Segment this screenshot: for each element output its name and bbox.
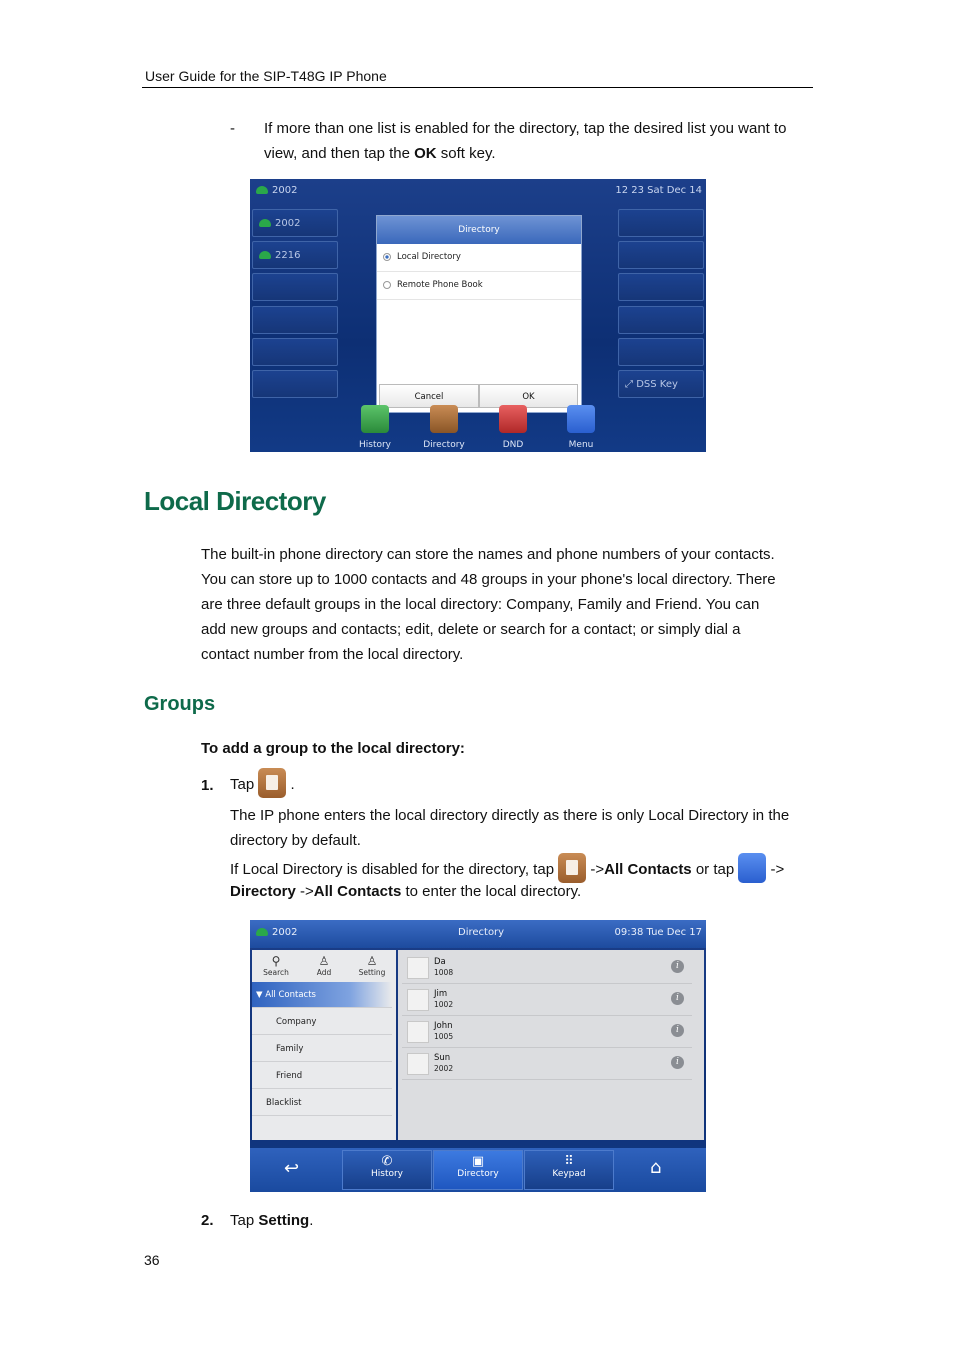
all-contacts-ref: All Contacts [604, 860, 692, 878]
alt-arrow-2: -> [770, 860, 785, 878]
step-1-description [230, 803, 820, 853]
avatar [407, 1053, 429, 1075]
contact-row[interactable] [402, 1048, 692, 1080]
intro-bullet-text [264, 116, 824, 166]
step-1-desc-line-1: The IP phone enters the local directory directly as there is only Local Directory in the [230, 807, 790, 824]
section-title: Local Directory [144, 486, 326, 516]
contact-number: 1008 [434, 968, 454, 977]
header-rule [142, 87, 813, 88]
group-all-contacts[interactable]: ▼ All Contacts [252, 982, 392, 1008]
titlebar-account [256, 927, 297, 938]
intro-line-2-pre: view, and then tap the [264, 145, 415, 162]
status-account [256, 185, 297, 196]
status-account-label: 2002 [272, 185, 298, 196]
tab-history[interactable] [342, 1150, 432, 1190]
dock-label-menu: Menu [568, 440, 594, 450]
subsection-title: Groups [144, 693, 216, 715]
contact-name: Sun [434, 1053, 451, 1063]
step-2-tap: Tap [230, 1212, 259, 1229]
dock-label-history: History [358, 440, 392, 450]
directory-icon: ▣ [471, 1154, 485, 1169]
step-2-number: 2. [201, 1212, 214, 1229]
line-key-6[interactable] [252, 370, 338, 398]
info-icon[interactable]: i [671, 1024, 684, 1037]
add-label: Add [316, 968, 332, 977]
info-icon[interactable]: i [671, 1056, 684, 1069]
dock-label-dnd: DND [502, 440, 524, 450]
search-icon: ⚲ [271, 954, 281, 968]
contact-row[interactable] [402, 952, 692, 984]
intro-line-2-post: soft key. [436, 145, 496, 162]
ok-softkey-ref: OK [414, 145, 437, 162]
option-local-directory-label: Local Directory [397, 252, 461, 262]
contact-number: 1002 [434, 1000, 454, 1009]
section-body [201, 542, 821, 667]
directory-ref: Directory [230, 883, 296, 900]
setting-icon: ♙ [366, 954, 378, 968]
body-line-2: You can store up to 1000 contacts and 48 groups in your phone's local directory. There [201, 571, 776, 588]
group-company[interactable]: Company [252, 1009, 392, 1035]
phone-icon [256, 186, 268, 194]
menu-icon [738, 853, 766, 883]
dock-label-directory: Directory [423, 440, 465, 450]
back-icon[interactable]: ↩ [284, 1158, 300, 1179]
step-1-tap: Tap [230, 775, 255, 793]
step-1-number: 1. [201, 777, 214, 794]
body-line-4: add new groups and contacts; edit, delete or search for a contact; or simply dial a [201, 621, 741, 638]
menu-icon[interactable] [567, 405, 595, 433]
step-2-period: . [309, 1212, 314, 1229]
contact-number: 1005 [434, 1032, 454, 1041]
history-icon: ✆ [381, 1154, 393, 1169]
step-1-alternative [230, 855, 820, 904]
task-heading: To add a group to the local directory: [201, 740, 465, 757]
option-local-directory[interactable] [377, 244, 581, 272]
history-icon[interactable] [361, 405, 389, 433]
contact-name: Jim [434, 989, 448, 999]
add-contact-icon: ♙ [318, 954, 330, 968]
bullet-dash: - [230, 120, 235, 137]
line-key-3[interactable] [252, 273, 338, 301]
option-remote-phone-book[interactable] [377, 272, 581, 300]
contact-name: John [434, 1021, 453, 1031]
contact-row[interactable] [402, 1016, 692, 1048]
add-tool[interactable] [302, 954, 346, 977]
avatar [407, 957, 429, 979]
dss-key-label: DSS Key [636, 379, 678, 390]
home-icon[interactable]: ⌂ [650, 1157, 662, 1178]
step-2-line [230, 1208, 313, 1233]
body-line-1: The built-in phone directory can store the names and phone numbers of your contacts. [201, 546, 775, 563]
phone-icon [256, 928, 268, 936]
setting-ref: Setting [258, 1212, 310, 1229]
line-key-9[interactable] [618, 273, 704, 301]
search-tool[interactable] [254, 954, 298, 977]
body-line-3: are three default groups in the local directory: Company, Family and Friend. You can [201, 596, 760, 613]
directory-dialog [376, 215, 582, 413]
tab-directory-label: Directory [457, 1169, 499, 1179]
setting-label: Setting [358, 968, 386, 977]
body-line-5: contact number from the local directory. [201, 646, 464, 663]
option-remote-phone-book-label: Remote Phone Book [397, 280, 483, 290]
bottom-tab-bar [250, 1148, 706, 1192]
dialog-title: Directory [377, 216, 581, 244]
line-key-2[interactable] [252, 241, 338, 269]
group-pane [252, 950, 396, 1140]
tab-directory[interactable] [433, 1150, 523, 1190]
group-friend[interactable]: Friend [252, 1063, 392, 1089]
contact-number: 2002 [434, 1064, 454, 1073]
line-key-11[interactable] [618, 338, 704, 366]
step-1-period: . [290, 775, 295, 793]
phone-screenshot-local-directory [250, 920, 706, 1192]
group-all-contacts-label: All Contacts [265, 990, 316, 1000]
setting-tool[interactable] [350, 954, 394, 977]
step-1-line [230, 770, 295, 800]
info-icon[interactable]: i [671, 992, 684, 1005]
phone-icon [259, 219, 271, 227]
cancel-button[interactable]: Cancel [379, 384, 479, 408]
tab-keypad[interactable] [524, 1150, 614, 1190]
directory-icon [258, 768, 286, 798]
group-blacklist[interactable]: Blacklist [252, 1090, 392, 1116]
line-key-5[interactable] [252, 338, 338, 366]
step-1-desc-line-2: directory by default. [230, 832, 361, 849]
line-key-10[interactable] [618, 306, 704, 334]
avatar [407, 1021, 429, 1043]
tab-keypad-label: Keypad [552, 1169, 586, 1179]
intro-line-2 [264, 141, 824, 166]
titlebar-account-label: 2002 [272, 927, 298, 938]
line-key-8[interactable] [618, 241, 704, 269]
radio-selected-icon [383, 253, 391, 261]
radio-icon [383, 281, 391, 289]
tab-history-label: History [370, 1169, 404, 1179]
contact-list [398, 950, 704, 1140]
expand-icon: ⤢ [625, 379, 637, 390]
search-label: Search [263, 968, 289, 977]
avatar [407, 989, 429, 1011]
dnd-icon[interactable] [499, 405, 527, 433]
line-key-7[interactable] [618, 209, 704, 237]
alt-arrow-3: -> [295, 883, 314, 900]
line-key-4[interactable] [252, 306, 338, 334]
line-key-2-label: 2216 [275, 250, 301, 261]
phone-screenshot-directory-dialog [250, 179, 706, 452]
status-datetime: 12 23 Sat Dec 14 [615, 185, 702, 196]
contact-name: Da [434, 957, 446, 967]
alt-text-a: If Local Directory is disabled for the directory, tap [230, 860, 555, 878]
titlebar-title: Directory [458, 927, 505, 938]
directory-icon[interactable] [430, 405, 458, 433]
phone-icon [259, 251, 271, 259]
ok-button[interactable]: OK [479, 384, 578, 408]
info-icon[interactable]: i [671, 960, 684, 973]
keypad-icon: ⠿ [564, 1154, 574, 1169]
alt-text-c: or tap [691, 860, 735, 878]
all-contacts-ref-2: All Contacts [313, 883, 402, 900]
alt-text-end: to enter the local directory. [401, 883, 582, 900]
page-number: 36 [144, 1252, 160, 1268]
directory-icon [558, 853, 586, 883]
dss-key[interactable] [618, 370, 704, 398]
titlebar-datetime: 09:38 Tue Dec 17 [614, 927, 702, 938]
line-key-1[interactable] [252, 209, 338, 237]
alt-arrow-1: -> [590, 860, 605, 878]
running-header: User Guide for the SIP-T48G IP Phone [145, 68, 387, 84]
contact-row[interactable] [402, 984, 692, 1016]
screen-titlebar [250, 920, 706, 948]
group-family[interactable]: Family [252, 1036, 392, 1062]
line-key-1-label: 2002 [275, 218, 301, 229]
intro-line-1: If more than one list is enabled for the directory, tap the desired list you want to [264, 120, 787, 137]
